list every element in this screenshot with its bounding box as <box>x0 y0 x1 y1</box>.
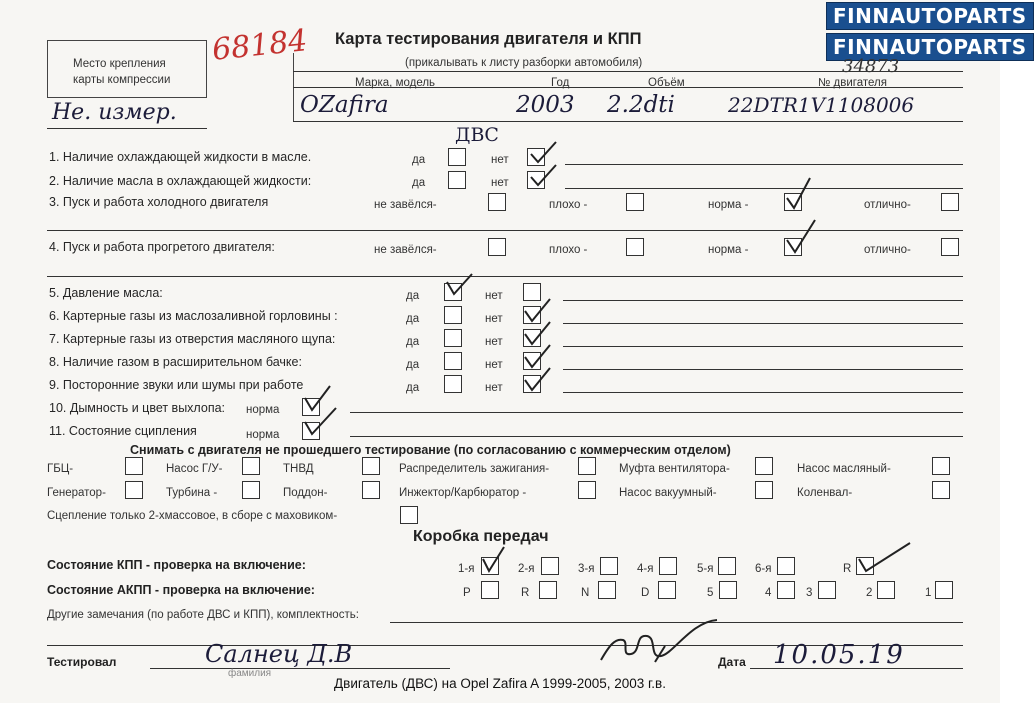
checkbox-item1-yes[interactable] <box>448 148 466 166</box>
checkbox-gbc[interactable] <box>125 457 143 475</box>
auto-gear-1: 1 <box>925 587 932 599</box>
gear-2: 2-я <box>518 563 535 575</box>
label-yes: да <box>406 359 420 371</box>
gear-6: 6-я <box>755 563 772 575</box>
divider <box>47 128 207 129</box>
checkbox-auto-1[interactable] <box>935 581 953 599</box>
part-tnvd: ТНВД <box>283 463 314 475</box>
label-no: нет <box>491 177 509 189</box>
checkmark-icon <box>302 406 338 438</box>
label-no: нет <box>485 359 503 371</box>
checkbox-item6-yes[interactable] <box>444 306 462 324</box>
label-yes: да <box>412 154 426 166</box>
engine-item-5: 5. Давление масла: <box>49 286 163 300</box>
header-year: Год <box>551 77 570 89</box>
label-yes: да <box>412 177 426 189</box>
checkbox-fan-clutch[interactable] <box>755 457 773 475</box>
checkbox-item4-bad[interactable] <box>626 238 644 256</box>
engine-item-6: 6. Картерные газы из маслозаливной горловины : <box>49 309 338 323</box>
engine-item-11: 11. Состояние сципления <box>49 424 197 438</box>
label-no: нет <box>485 290 503 302</box>
divider <box>565 164 963 165</box>
label-excellent: отлично- <box>864 244 911 256</box>
checkbox-auto-5[interactable] <box>719 581 737 599</box>
checkbox-vacuum-pump[interactable] <box>755 481 773 499</box>
auto-gearbox-label: Состояние АКПП - проверка на включение: <box>47 583 315 597</box>
value-engine-number: 22DTR1V1108006 <box>728 93 915 117</box>
divider <box>563 300 963 301</box>
checkmark-icon <box>784 176 814 210</box>
label-bad: плохо - <box>549 244 588 256</box>
checkbox-item8-yes[interactable] <box>444 352 462 370</box>
auto-gear-5: 5 <box>707 587 714 599</box>
side-note-line1: Место крепления <box>73 58 166 70</box>
checkbox-gear-3[interactable] <box>600 557 618 575</box>
header-make-model: Марка, модель <box>355 77 436 89</box>
checkbox-gear-5[interactable] <box>718 557 736 575</box>
label-wont-start: не завёлся- <box>374 199 437 211</box>
part-fan-clutch: Муфта вентилятора- <box>619 463 730 475</box>
divider <box>563 369 963 370</box>
checkbox-oil-pan[interactable] <box>362 481 380 499</box>
engine-item-2: 2. Наличие масла в охлаждающей жидкости: <box>49 174 312 188</box>
date-label: Дата <box>718 655 746 669</box>
engine-item-1: 1. Наличие охлаждающей жидкости в масле. <box>49 150 312 164</box>
part-pump-gu: Насос Г/У- <box>166 463 223 475</box>
checkbox-item7-yes[interactable] <box>444 329 462 347</box>
tester-name: Салнец Д.В <box>205 640 353 668</box>
checkmark-icon <box>444 272 474 298</box>
auto-gear-4: 4 <box>765 587 772 599</box>
checkmark-icon <box>480 545 506 575</box>
part-injector: Инжектор/Карбюратор - <box>399 487 527 499</box>
label-normal: норма - <box>708 199 749 211</box>
checkmark-icon <box>856 541 912 575</box>
part-turbine: Турбина - <box>166 487 218 499</box>
header-volume: Объём <box>648 77 685 89</box>
label-yes: да <box>406 290 420 302</box>
form-subtitle: (прикалывать к листу разборки автомобиля) <box>405 57 643 69</box>
checkbox-turbine[interactable] <box>242 481 260 499</box>
label-no: нет <box>485 313 503 325</box>
gearbox-section-title: Коробка передач <box>413 528 549 545</box>
auto-gear-3: 3 <box>806 587 813 599</box>
manual-gearbox-label: Состояние КПП - проверка на включение: <box>47 558 306 572</box>
checkbox-pump-gu[interactable] <box>242 457 260 475</box>
label-excellent: отлично- <box>864 199 911 211</box>
side-note-value: Не. измер. <box>52 100 177 125</box>
gear-3: 3-я <box>578 563 595 575</box>
checkbox-auto-4[interactable] <box>777 581 795 599</box>
corner-number: 34873 <box>842 56 900 77</box>
divider <box>565 188 963 189</box>
tested-by-label: Тестировал <box>47 655 117 669</box>
image-caption: Двигатель (ДВС) на Opel Zafira A 1999-2005, 2003 г.в. <box>334 676 666 691</box>
part-generator: Генератор- <box>47 487 106 499</box>
part-distributor: Распределитель зажигания- <box>399 463 550 475</box>
auto-gear-r: R <box>521 587 530 599</box>
checkbox-distributor[interactable] <box>578 457 596 475</box>
label-normal-short: норма <box>246 429 280 441</box>
checkmark-icon <box>522 366 552 394</box>
divider <box>47 230 963 231</box>
checkbox-item3-bad[interactable] <box>626 193 644 211</box>
label-bad: плохо - <box>549 199 588 211</box>
form-title: Карта тестирования двигателя и КПП <box>335 30 642 48</box>
checkbox-item9-yes[interactable] <box>444 375 462 393</box>
divider <box>350 412 963 413</box>
label-yes: да <box>406 382 420 394</box>
divider <box>293 121 963 122</box>
checkbox-gear-4[interactable] <box>659 557 677 575</box>
label-normal-short: норма <box>246 404 280 416</box>
signature-icon <box>595 616 735 670</box>
watermark-badge-bottom: FINNAUTOPARTS <box>826 33 1034 61</box>
part-oil-pump: Насос масляный- <box>797 463 891 475</box>
checkbox-injector[interactable] <box>578 481 596 499</box>
checkbox-auto-3[interactable] <box>818 581 836 599</box>
checkbox-oil-pump[interactable] <box>932 457 950 475</box>
checkbox-item3-wont-start[interactable] <box>488 193 506 211</box>
value-year: 2003 <box>516 92 575 118</box>
watermark-badge-top: FINNAUTOPARTS <box>826 2 1034 30</box>
checkbox-crankshaft[interactable] <box>932 481 950 499</box>
side-note-line2: карты компрессии <box>73 74 171 86</box>
date-value: 10.05.19 <box>773 640 905 670</box>
part-crankshaft: Коленвал- <box>797 487 853 499</box>
engine-item-4: 4. Пуск и работа прогретого двигателя: <box>49 240 275 254</box>
checkbox-item3-excellent[interactable] <box>941 193 959 211</box>
remarks-label: Другие замечания (по работе ДВС и КПП), комплектность: <box>47 609 359 621</box>
gear-r: R <box>843 563 852 575</box>
checkbox-item2-yes[interactable] <box>448 171 466 189</box>
checkbox-item4-wont-start[interactable] <box>488 238 506 256</box>
engine-item-8: 8. Наличие газом в расширительном бачке: <box>49 355 302 369</box>
value-make-model: OZafira <box>300 92 389 118</box>
surname-hint: фамилия <box>228 668 272 679</box>
clutch-note: Сцепление только 2-хмассовое, в сборе с маховиком- <box>47 510 338 522</box>
signature-line <box>150 668 450 669</box>
auto-gear-p: P <box>463 587 471 599</box>
value-volume: 2.2dti <box>607 92 675 118</box>
part-gbc: ГБЦ- <box>47 463 74 475</box>
checkbox-tnvd[interactable] <box>362 457 380 475</box>
label-no: нет <box>491 154 509 166</box>
auto-gear-n: N <box>581 587 590 599</box>
date-line <box>750 668 963 669</box>
checkbox-gear-6[interactable] <box>777 557 795 575</box>
checkbox-auto-r[interactable] <box>539 581 557 599</box>
gear-1: 1-я <box>458 563 475 575</box>
gear-5: 5-я <box>697 563 714 575</box>
gear-4: 4-я <box>637 563 654 575</box>
divider <box>47 276 963 277</box>
checkbox-gear-2[interactable] <box>541 557 559 575</box>
checkbox-generator[interactable] <box>125 481 143 499</box>
checkbox-clutch[interactable] <box>400 506 418 524</box>
label-normal: норма - <box>708 244 749 256</box>
engine-item-3: 3. Пуск и работа холодного двигателя <box>49 195 269 209</box>
part-oil-pan: Поддон- <box>283 487 328 499</box>
auto-gear-2: 2 <box>866 587 873 599</box>
engine-item-7: 7. Картерные газы из отверстия масляного щупа: <box>49 332 336 346</box>
checkmark-icon <box>528 163 558 189</box>
label-yes: да <box>406 336 420 348</box>
engine-item-10: 10. Дымность и цвет выхлопа: <box>49 401 226 415</box>
auto-gear-d: D <box>641 587 650 599</box>
label-wont-start: не завёлся- <box>374 244 437 256</box>
checkbox-auto-d[interactable] <box>658 581 676 599</box>
checkbox-auto-n[interactable] <box>598 581 616 599</box>
divider <box>563 323 963 324</box>
divider <box>293 71 963 72</box>
divider <box>350 436 963 437</box>
header-engine-number: № двигателя <box>818 77 887 89</box>
divider <box>563 392 963 393</box>
handwritten-id: 68184 <box>210 23 310 68</box>
removal-title: Снимать с двигателя не прошедшего тестирование (по согласованию с коммерческим отделом) <box>130 443 731 457</box>
label-no: нет <box>485 336 503 348</box>
checkbox-auto-p[interactable] <box>481 581 499 599</box>
engine-item-9: 9. Посторонние звуки или шумы при работе <box>49 378 304 392</box>
label-no: нет <box>485 382 503 394</box>
checkmark-icon <box>784 218 818 254</box>
engine-section-title: ДВС <box>455 124 499 146</box>
checkbox-auto-2[interactable] <box>877 581 895 599</box>
checkbox-item4-excellent[interactable] <box>941 238 959 256</box>
label-yes: да <box>406 313 420 325</box>
part-vacuum-pump: Насос вакуумный- <box>619 487 717 499</box>
divider <box>563 346 963 347</box>
